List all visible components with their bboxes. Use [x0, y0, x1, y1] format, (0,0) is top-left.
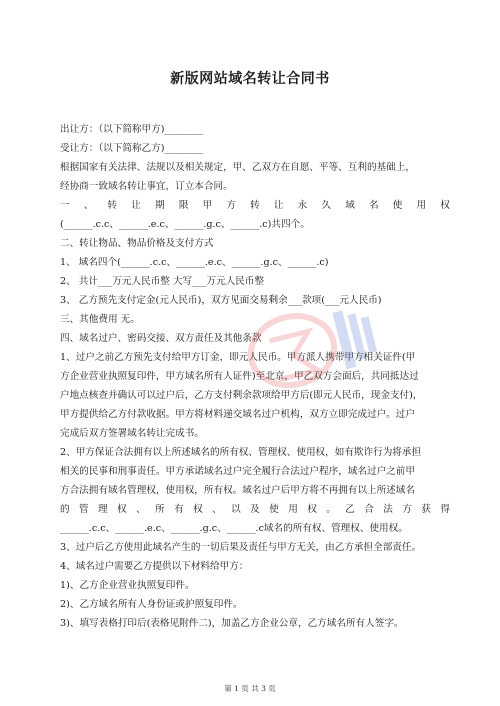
text-char: 法 — [383, 504, 393, 515]
text-char: 转 — [250, 200, 260, 211]
text-line: 3、 乙方预先支付定金(元人民币)，双方见面交易剩余___款项(___元人民币) — [60, 295, 382, 306]
text-char: 乙 — [345, 504, 355, 515]
text-line: 经协商一致域名转让事宜，订立本合同。 — [60, 181, 233, 192]
justified-line — [60, 199, 450, 212]
text-char: 合 — [364, 504, 374, 515]
text-char: 一 — [60, 200, 70, 211]
text-line: 方企业营业执照复印件，甲方域名所有人证件)至北京，甲乙双方会面后，共同抵达过 — [60, 371, 419, 382]
text-line: 2、甲方保证合法拥有以上所述域名的所有权、管理权、使用权，如有欺诈行为将承担 — [60, 447, 422, 458]
text-line: 2)、乙方域名所有人身份证或护照复印件。 — [60, 599, 243, 610]
section-heading: 二、转让物品、物品价格及支付方式 — [60, 238, 214, 249]
text-line: 2、 共计___万元人民币整 大写___万元人民币整 — [60, 276, 265, 287]
text-line: 出让方：（以下简称甲方)________ — [60, 124, 203, 135]
section-heading: 四、域名过户、密码交接、双方责任及其他条款 — [60, 333, 262, 344]
section-heading: 三、其他费用 无。 — [60, 314, 140, 325]
text-line: 完成后双方签署域名转让完成书。 — [60, 428, 204, 439]
text-char: 让 — [273, 200, 284, 211]
justified-line — [60, 503, 450, 516]
text-char: 名 — [368, 200, 379, 211]
text-char: 使 — [392, 200, 403, 211]
text-char: 使 — [269, 504, 279, 515]
text-char: 权 — [440, 200, 450, 211]
text-char: 的 — [60, 504, 70, 515]
text-char: 、 — [212, 504, 222, 515]
text-line: 1)、乙方企业营业执照复印件。 — [60, 580, 195, 591]
text-char: 、 — [136, 504, 146, 515]
text-char: 以 — [231, 504, 241, 515]
text-char: 权 — [193, 504, 203, 515]
text-char: 甲 — [202, 200, 213, 211]
text-char: 管 — [79, 504, 89, 515]
text-char: 所 — [155, 504, 165, 515]
text-line: 1、过户之前乙方预先支付给甲方订金，即元人民币。甲方派人携带甲方相关证件(甲 — [60, 352, 416, 363]
text-char: 权 — [117, 504, 127, 515]
text-char: 用 — [288, 504, 298, 515]
text-line: 4、域名过户需要乙方提供以下材料给甲方： — [60, 561, 249, 572]
text-line: 户地点核查并确认可以过户后，乙方支付剩余款项给甲方后(即元人民币，现金支付)， — [60, 390, 423, 401]
text-char: 方 — [226, 200, 236, 211]
text-char: 获 — [421, 504, 431, 515]
text-line: 甲方提供给乙方付款收据。甲方将材料递交域名过户机构，双方立即完成过户。过户 — [60, 409, 415, 420]
text-char: 权 — [307, 504, 317, 515]
text-char: 及 — [250, 504, 260, 515]
text-line: 相关的民事和刑事责任。甲方承诺域名过户完全履行合法过户程序，域名过户之前甲 — [60, 466, 415, 477]
text-char: 、 — [83, 200, 94, 211]
text-char: 让 — [131, 200, 141, 211]
text-char: 方 — [402, 504, 412, 515]
text-line: (______.c.c、______.e.c、______.g.c、______.c)共四个。 — [60, 219, 310, 230]
text-char: 。 — [326, 504, 336, 515]
text-line: 3、过户后乙方使用此域名产生的一切后果及责任与甲方无关，由乙方承担全部责任。 — [60, 542, 422, 553]
text-char: 得 — [440, 504, 450, 515]
text-line: ______.c.c、______.e.c、______.g.c、______.c域名的所有权、管理权、使用权。 — [60, 523, 408, 534]
text-line: 方合法拥有域名管理权，使用权，所有权。域名过户后甲方将不再拥有以上所述域名 — [60, 485, 415, 496]
text-char: 期 — [155, 200, 165, 211]
document-title: 新版网站域名转让合同书 — [170, 71, 330, 87]
page-footer: 第 1 页 共 3 页 — [224, 684, 276, 693]
text-line: 受让方：（以下简称乙方)________ — [60, 143, 203, 154]
text-line: 1、 域名四个(______.c.c、______.e.c、______.g.c、______.c) — [60, 257, 329, 268]
text-line: 3)、填写表格打印后(表格见附件二)，加盖乙方企业公章，乙方域名所有人签字。 — [60, 618, 404, 629]
text-line: 根据国家有关法律、法规以及相关规定，甲、乙双方在自愿、平等、互利的基础上， — [60, 162, 415, 173]
text-char: 转 — [107, 200, 118, 211]
text-char: 用 — [416, 200, 427, 211]
text-char: 久 — [321, 200, 332, 211]
text-char: 域 — [345, 200, 355, 211]
text-char: 有 — [174, 504, 184, 515]
text-char: 限 — [178, 200, 189, 211]
text-char: 永 — [297, 200, 308, 211]
text-char: 理 — [98, 504, 108, 515]
